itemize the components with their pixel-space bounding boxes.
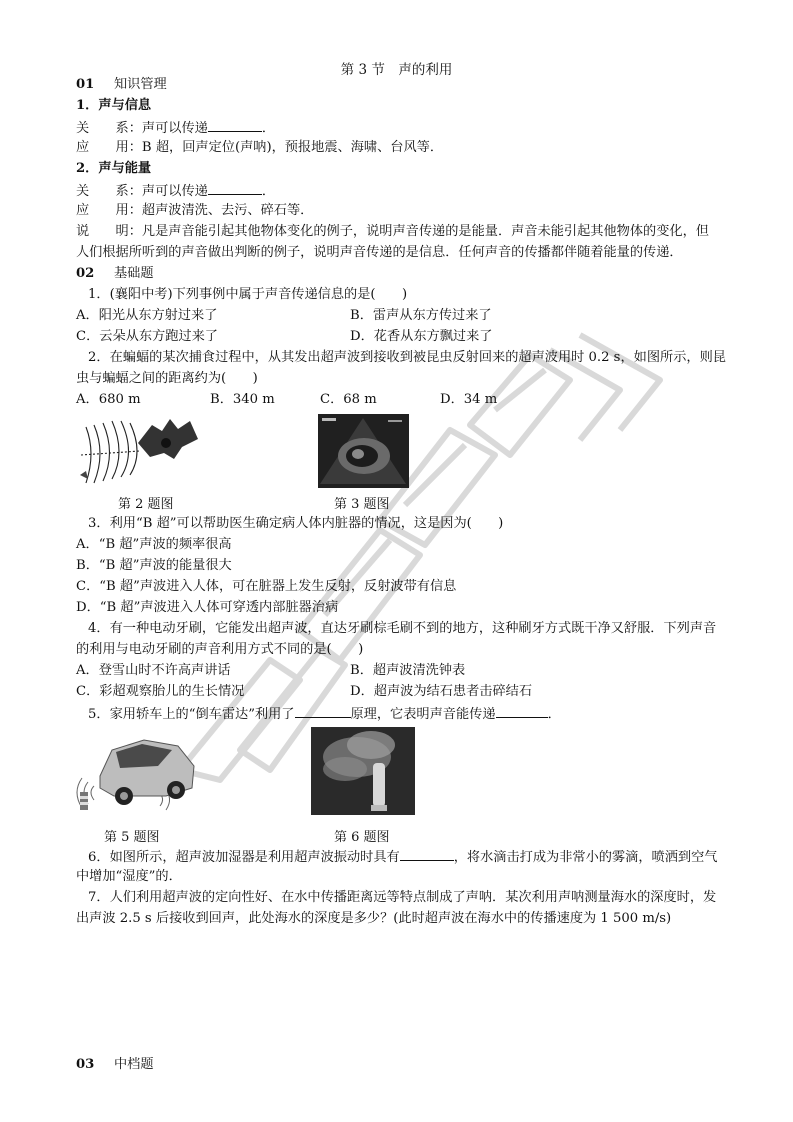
q4-stem-line-2: 的利用与电动牙刷的声音利用方式不同的是( ): [76, 642, 364, 657]
q7-line-2: 出声波 2.5 s 后接收到回声，此处海水的深度是多少？(此时超声波在海水中的传播速度为 1 500 m/s): [76, 911, 672, 926]
q4-option-b[interactable]: B．超声波清洗钟表: [350, 663, 466, 678]
q4-option-d[interactable]: D．超声波为结石患者击碎结石: [350, 684, 533, 699]
fig6-caption: 第 6 题图: [334, 830, 390, 845]
q3-stem: 3．利用“B 超”可以帮助医生确定病人体内脏器的情况，这是因为( ): [88, 516, 504, 531]
topic-1-heading: 1．声与信息: [76, 98, 152, 113]
q3-option-c[interactable]: C．“B 超”声波进入人体，可在脏器上发生反射，反射波带有信息: [76, 579, 457, 594]
q4-stem-line-1: 4．有一种电动牙刷，它能发出超声波，直达牙刷棕毛刷不到的地方，这种刷牙方式既干净又舒服．下列声音: [88, 621, 717, 636]
q2-option-b[interactable]: B．340 m: [210, 392, 275, 407]
q6-line-1: 6．如图所示，超声波加湿器是利用超声波振动时具有 ，将水滴击打成为非常小的雾滴，喷洒到空气: [88, 847, 717, 867]
q2-option-c[interactable]: C．68 m: [320, 392, 377, 407]
q2-stem-line-1: 2．在蝙蝠的某次捕食过程中，从其发出超声波到接收到被昆虫反射回来的超声波用时 0.2 s，如图所示，则昆: [88, 350, 726, 365]
q1-option-b[interactable]: B．雷声从东方传过来了: [350, 308, 492, 323]
q3-option-b[interactable]: B．“B 超”声波的能量很大: [76, 558, 232, 573]
q1-stem: 1．(襄阳中考)下列事例中属于声音传递信息的是( ): [88, 287, 408, 302]
q1-option-a[interactable]: A．阳光从东方射过来了: [76, 308, 218, 323]
section-01-heading: 01 知识管理: [76, 77, 167, 92]
topic-1-application: 应 用：B 超，回声定位(声呐)，预报地震、海啸、台风等．: [76, 140, 444, 155]
bat-ultrasound-figure: [78, 413, 210, 489]
q5-stem: 5．家用轿车上的“倒车雷达”利用了 原理，它表明声音能传递 ．: [88, 704, 561, 724]
q2-stem-line-2: 虫与蝙蝠之间的距离约为( ): [76, 371, 258, 386]
answer-blank[interactable]: [400, 847, 454, 861]
q1-option-d[interactable]: D．花香从东方飘过来了: [350, 329, 493, 344]
q6-line-2: 中增加“湿度”的．: [76, 869, 182, 884]
q2-option-a[interactable]: A．680 m: [76, 392, 141, 407]
topic-1-relation: 关 系：声可以传递 ．: [76, 118, 275, 138]
note-line-1: 说 明：凡是声音能引起其他物体变化的例子，说明声音传递的是能量．声音未能引起其他物体的变化，但: [76, 224, 709, 239]
note-line-2: 人们根据所听到的声音做出判断的例子，说明声音传递的是信息．任何声音的传播都伴随着能量的传递．: [76, 245, 683, 260]
section-03-heading: 03 中档题: [76, 1057, 154, 1072]
car-reversing-radar-figure: [74, 730, 198, 816]
q2-option-d[interactable]: D．34 m: [440, 392, 498, 407]
topic-2-heading: 2．声与能量: [76, 161, 152, 176]
q3-option-a[interactable]: A．“B 超”声波的频率很高: [76, 537, 232, 552]
section-02-heading: 02 基础题: [76, 266, 154, 281]
fig5-caption: 第 5 题图: [104, 830, 160, 845]
topic-2-relation: 关 系：声可以传递 ．: [76, 181, 275, 201]
q1-option-c[interactable]: C．云朵从东方跑过来了: [76, 329, 218, 344]
humidifier-mist-figure: [311, 727, 415, 815]
topic-2-application: 应 用：超声波清洗、去污、碎石等．: [76, 203, 314, 218]
fig2-caption: 第 2 题图: [118, 497, 174, 512]
q3-option-d[interactable]: D．“B 超”声波进入人体可穿透内部脏器治病: [76, 600, 339, 615]
answer-blank[interactable]: [496, 704, 548, 718]
b-ultrasound-image: [318, 414, 409, 488]
q7-line-1: 7．人们利用超声波的定向性好、在水中传播距离远等特点制成了声呐．某次利用声呐测量海水的深度时，发: [88, 890, 717, 905]
answer-blank[interactable]: [208, 118, 262, 132]
page-title: 第 3 节 声的利用: [340, 62, 453, 78]
answer-blank[interactable]: [208, 181, 262, 195]
answer-blank[interactable]: [295, 704, 351, 718]
fig3-caption: 第 3 题图: [334, 497, 390, 512]
q4-option-a[interactable]: A．登雪山时不许高声讲话: [76, 663, 231, 678]
q4-option-c[interactable]: C．彩超观察胎儿的生长情况: [76, 684, 245, 699]
